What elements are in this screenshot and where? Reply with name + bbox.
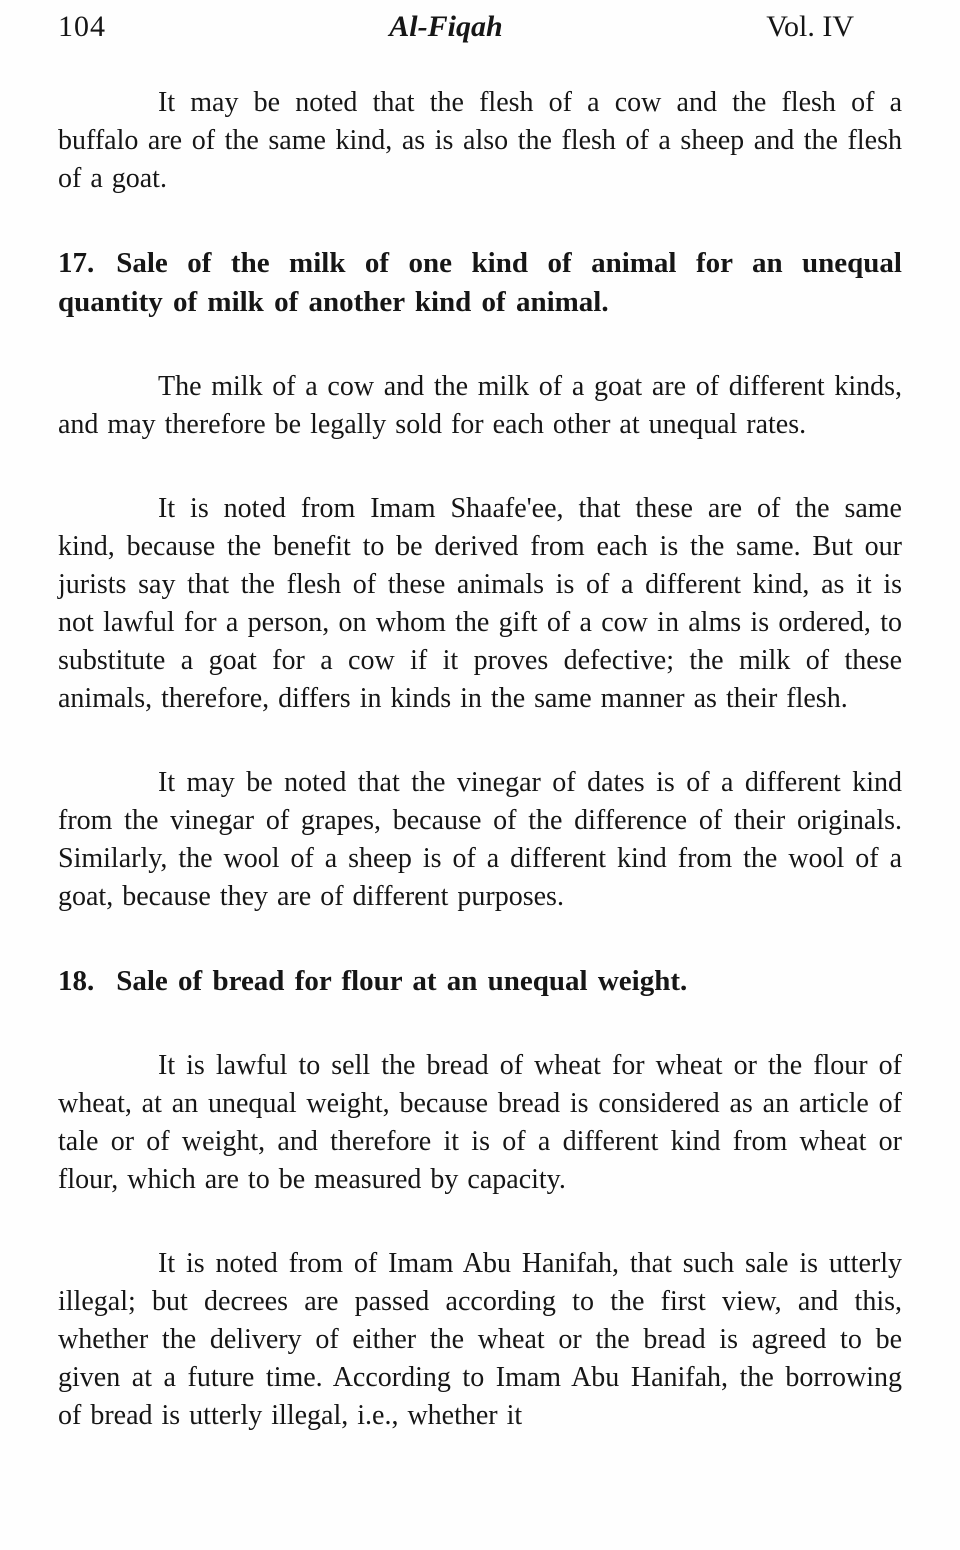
section-18-title: Sale of bread for flour at an unequal weight. bbox=[116, 965, 688, 997]
section-17-title: Sale of the milk of one kind of animal for an unequal quantity of milk of another kind of animal. bbox=[58, 247, 902, 318]
section-heading-17 bbox=[58, 244, 902, 322]
section-heading-18 bbox=[58, 962, 902, 1001]
section-18-number: 18. bbox=[58, 965, 95, 997]
volume-label: Vol. IV bbox=[766, 10, 854, 43]
book-title: Al-Fiqah bbox=[389, 10, 503, 43]
paragraph-milk-kinds: The milk of a cow and the milk of a goat are of different kinds, and may therefore be legally sold for each other at unequal rates. bbox=[58, 371, 902, 440]
section-17-number: 17. bbox=[58, 247, 95, 279]
paragraph-flesh-kinds: It may be noted that the flesh of a cow and the flesh of a buffalo are of the same kind, as is also the flesh of a sheep and the flesh of a goat. bbox=[58, 87, 902, 194]
page-body bbox=[58, 84, 902, 1435]
paragraph-imam-shaafee: It is noted from Imam Shaafe'ee, that these are of the same kind, because the benefit to be derived from each is the same. But our jurists say that the flesh of these animals is of a different kind, as it is not lawful for a person, on whom the gift of a cow in alms is ordered, to substitute a goat for a cow if it proves defective; the milk of these animals, therefore, differs in kinds in the same manner as their flesh. bbox=[58, 493, 902, 714]
paragraph-abu-hanifah: It is noted from of Imam Abu Hanifah, that such sale is utterly illegal; but decrees are passed according to the first view, and this, whether the delivery of either the wheat or the bread is agreed to be given at a future time. According to Imam Abu Hanifah, the borrowing of bread is utterly illegal, i.e., whether it bbox=[58, 1248, 902, 1431]
page-header bbox=[58, 8, 902, 46]
paragraph-vinegar-wool: It may be noted that the vinegar of dates is of a different kind from the vinegar of grapes, because of the difference of their originals. Similarly, the wool of a sheep is of a different kind from the wool of a goat, because they are of different purposes. bbox=[58, 767, 902, 912]
page-number: 104 bbox=[58, 10, 106, 43]
paragraph-bread-lawful: It is lawful to sell the bread of wheat for wheat or the flour of wheat, at an unequal weight, because bread is considered as an article of tale or of weight, and therefore it is of a different kind from wheat or flour, which are to be measured by capacity. bbox=[58, 1050, 902, 1195]
